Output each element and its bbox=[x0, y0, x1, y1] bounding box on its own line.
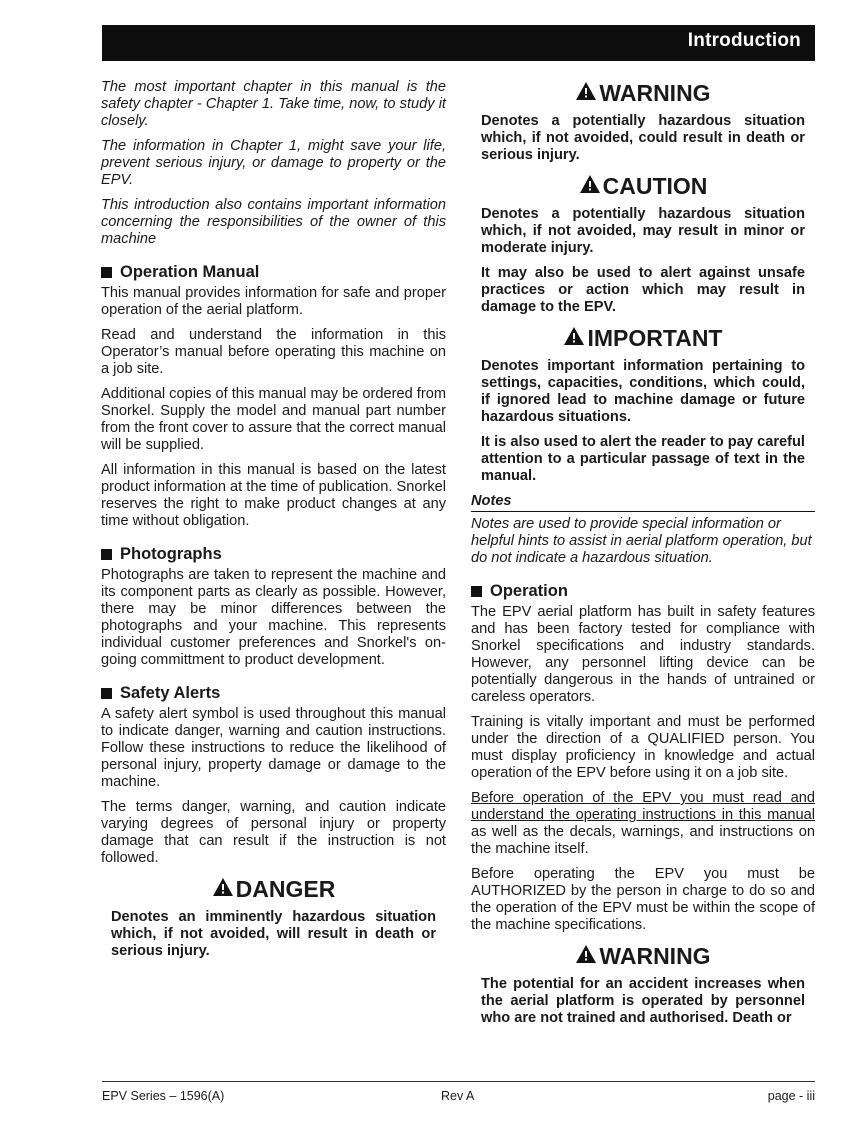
important-heading-text: IMPORTANT bbox=[587, 325, 723, 351]
warning-body-2: The potential for an accident increases when the aerial platform is operated by personnel who are not trained and authorised. Death or bbox=[481, 976, 805, 1026]
left-column bbox=[101, 79, 446, 968]
body-paragraph: The EPV aerial platform has built in safety features and has been factory tested for compliance with Snorkel specifications and industry standards. However, any personnel lifting device can be potentially dangerous in the hands of untrained or careless operators. bbox=[471, 604, 815, 705]
body-paragraph: Additional copies of this manual may be ordered from Snorkel. Supply the model and manual part number from the front cover to assure that the correct manual will be supplied. bbox=[101, 386, 446, 453]
danger-body: Denotes an imminently hazardous situation which, if not avoided, will result in death or serious injury. bbox=[111, 909, 436, 959]
body-paragraph: Photographs are taken to represent the machine and its component parts as clearly as possible. However, there may be minor differences between the photographs and your machine. This represents individual customer preferences and Snorkel's on-going committment to product development. bbox=[101, 567, 446, 668]
warning-triangle-icon bbox=[579, 172, 601, 200]
header-bar bbox=[102, 25, 815, 61]
square-bullet-icon bbox=[471, 586, 482, 597]
important-heading bbox=[471, 324, 815, 352]
warning-heading bbox=[471, 79, 815, 107]
section-heading-operation bbox=[471, 583, 815, 600]
square-bullet-icon bbox=[101, 549, 112, 560]
warning-triangle-icon bbox=[575, 79, 597, 107]
danger-heading bbox=[101, 875, 446, 903]
warning-heading-text: WARNING bbox=[599, 80, 711, 106]
warning-heading-2 bbox=[471, 942, 815, 970]
caution-body: Denotes a potentially hazardous situation which, if not avoided, may result in minor or moderate injury. bbox=[481, 206, 805, 256]
warning-triangle-icon bbox=[212, 875, 234, 903]
important-body-2: It is also used to alert the reader to pay careful attention to a particular passage of text in the manual. bbox=[481, 434, 805, 484]
footer-doc-id: EPV Series – 1596(A) bbox=[102, 1089, 225, 1103]
underlined-instruction: Before operation of the EPV you must read and understand the operating instructions in this manual bbox=[471, 790, 815, 823]
square-bullet-icon bbox=[101, 267, 112, 278]
warning-triangle-icon bbox=[575, 942, 597, 970]
caution-heading-text: CAUTION bbox=[602, 173, 708, 199]
notes-body: Notes are used to provide special information or helpful hints to assist in aerial platform operation, but do not indicate a hazardous situation. bbox=[471, 516, 812, 566]
section-heading-text: Operation Manual bbox=[120, 263, 260, 281]
section-heading-text: Photographs bbox=[120, 545, 222, 563]
caution-body-2: It may also be used to alert against unsafe practices or action which may result in damage to the EPV. bbox=[481, 265, 805, 315]
body-paragraph: This manual provides information for safe and proper operation of the aerial platform. bbox=[101, 285, 446, 318]
footer-page-number: page - iii bbox=[767, 1089, 815, 1103]
warning-triangle-icon bbox=[563, 324, 585, 352]
section-heading-text: Operation bbox=[490, 582, 568, 600]
notes-label: Notes bbox=[471, 493, 815, 512]
footer-revision: Rev A bbox=[441, 1089, 475, 1103]
footer-divider bbox=[102, 1081, 815, 1082]
warning-body: Denotes a potentially hazardous situation which, if not avoided, could result in death or serious injury. bbox=[481, 113, 805, 163]
body-paragraph: Training is vitally important and must be performed under the direction of a QUALIFIED person. You must display proficiency in knowledge and actual operation of the EPV before using it on a job site. bbox=[471, 714, 815, 781]
body-paragraph bbox=[471, 790, 815, 858]
instruction-rest: as well as the decals, warnings, and instructions on the machine itself. bbox=[471, 824, 815, 857]
square-bullet-icon bbox=[101, 688, 112, 699]
section-heading-safety-alerts bbox=[101, 685, 446, 702]
important-body: Denotes important information pertaining to settings, capacities, conditions, which could, if ignored lead to machine damage or future hazardous situations. bbox=[481, 358, 805, 425]
warning-heading-text: WARNING bbox=[599, 943, 711, 969]
intro-paragraph: The information in Chapter 1, might save your life, prevent serious injury, or damage to property or the EPV. bbox=[101, 138, 446, 188]
intro-paragraph: The most important chapter in this manual is the safety chapter - Chapter 1. Take time, now, to study it closely. bbox=[101, 79, 446, 129]
caution-heading bbox=[471, 172, 815, 200]
section-heading-text: Safety Alerts bbox=[120, 684, 221, 702]
danger-heading-text: DANGER bbox=[235, 876, 336, 902]
body-paragraph: Before operating the EPV you must be AUTHORIZED by the person in charge to do so and the operation of the EPV must be within the scope of the machine specifications. bbox=[471, 866, 815, 933]
intro-paragraph: This introduction also contains important information concerning the responsibilities of the owner of this machine bbox=[101, 197, 446, 247]
right-column bbox=[471, 79, 815, 1035]
body-paragraph: The terms danger, warning, and caution indicate varying degrees of personal injury or property damage that can result if the instruction is not followed. bbox=[101, 799, 446, 866]
body-paragraph: A safety alert symbol is used throughout this manual to indicate danger, warning and caution instructions. Follow these instructions to reduce the likelihood of personal injury, property damage or damage to the machine. bbox=[101, 706, 446, 790]
body-paragraph: Read and understand the information in this Operator’s manual before operating this machine on a job site. bbox=[101, 327, 446, 377]
section-heading-photographs bbox=[101, 546, 446, 563]
page-title: Introduction bbox=[687, 30, 801, 51]
section-heading-operation-manual bbox=[101, 264, 446, 281]
body-paragraph: All information in this manual is based on the latest product information at the time of publication. Snorkel reserves the right to make product changes at any time without obligation. bbox=[101, 462, 446, 529]
